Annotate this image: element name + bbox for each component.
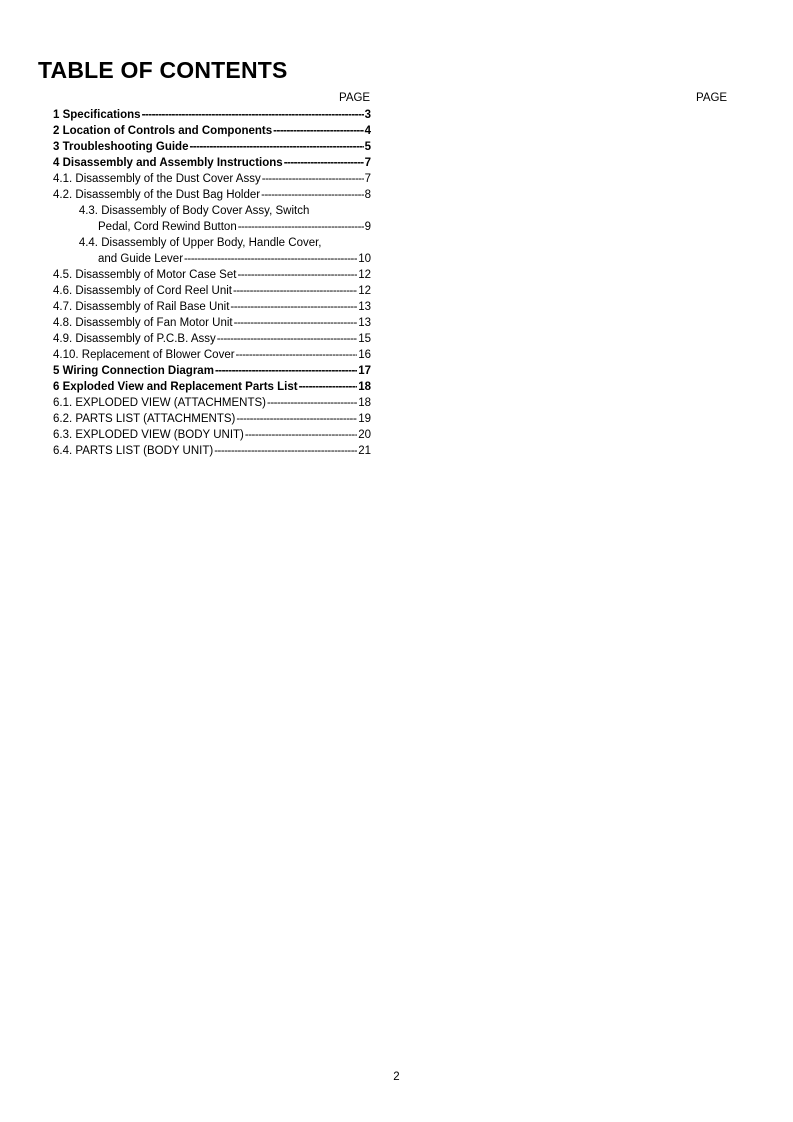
toc-entry-page: 7 [364,173,371,185]
toc-entry-page: 15 [358,333,371,345]
toc-entry[interactable] [53,123,371,139]
leader-dots [142,107,364,123]
toc-subentry[interactable] [53,283,371,299]
leader-dots [233,283,357,299]
toc-entry-number: 4.7. [53,301,73,313]
toc-entry-page: 18 [358,381,371,393]
toc-entry-label: Disassembly of the Dust Cover Assy [75,173,261,185]
toc-subentry[interactable] [53,267,371,283]
toc-entry-page: 10 [358,253,371,265]
toc-entry-label: Troubleshooting Guide [62,141,189,153]
toc-entry-label: Disassembly of Cord Reel Unit [75,285,232,297]
leader-dots [215,363,357,379]
leader-dots [261,187,363,203]
toc-entry-number: 3 [53,141,60,153]
toc-entry-number: 5 [53,365,60,377]
page-column-header-right: PAGE [696,92,728,104]
toc-entry-number: 4.8. [53,317,73,329]
toc-entry-page: 18 [358,397,371,409]
toc-entry-page: 16 [358,349,371,361]
toc-entry-label: Exploded View and Replacement Parts List [62,381,298,393]
toc-entry-label: Disassembly of Rail Base Unit [75,301,230,313]
toc-subentry[interactable] [53,347,371,363]
toc-subentry-line1[interactable] [53,235,371,251]
toc-entry-label: PARTS LIST (BODY UNIT) [75,445,214,457]
toc-subentry[interactable] [53,395,371,411]
toc-entry-page: 12 [358,285,371,297]
toc-subentry[interactable] [53,331,371,347]
table-of-contents [53,107,371,459]
toc-entry-number: 4.10. [53,349,79,361]
toc-entry-label: Disassembly of Motor Case Set [75,269,237,281]
leader-dots [284,155,364,171]
toc-entry[interactable] [53,139,371,155]
toc-entry-page: 4 [364,125,371,137]
toc-entry-number: 4.2. [53,189,73,201]
toc-entry-number: 2 [53,125,60,137]
toc-entry-number: 6.4. [53,445,73,457]
toc-entry-number: 4.1. [53,173,73,185]
toc-entry[interactable] [53,107,371,123]
toc-entry-page: 17 [358,365,371,377]
toc-entry-number: 4.5. [53,269,73,281]
toc-entry-number: 4.4. [78,237,98,249]
leader-dots [236,347,358,363]
toc-entry-number: 1 [53,109,60,121]
toc-entry-number: 6.1. [53,397,73,409]
toc-entry-page: 9 [364,221,371,233]
toc-entry-number: 6.3. [53,429,73,441]
leader-dots [217,331,357,347]
toc-entry-number: 4 [53,157,60,169]
toc-entry-page: 12 [358,269,371,281]
toc-entry[interactable] [53,363,371,379]
toc-entry-label: Disassembly of P.C.B. Assy [75,333,216,345]
toc-entry-label: Disassembly and Assembly Instructions [62,157,283,169]
toc-subentry[interactable] [53,411,371,427]
toc-entry-label: Disassembly of Upper Body, Handle Cover, [101,237,322,249]
toc-entry-label: PARTS LIST (ATTACHMENTS) [75,413,236,425]
toc-entry-number: 4.6. [53,285,73,297]
toc-entry-number: 6.2. [53,413,73,425]
leader-dots [230,299,357,315]
leader-dots [245,427,357,443]
toc-subentry[interactable] [53,427,371,443]
leader-dots [234,315,358,331]
page-column-header: PAGE [339,92,371,104]
toc-subentry[interactable] [53,299,371,315]
toc-entry[interactable] [53,155,371,171]
leader-dots [237,267,357,283]
toc-subentry[interactable] [53,443,371,459]
toc-subentry-line1[interactable] [53,203,371,219]
toc-subentry[interactable] [53,315,371,331]
toc-entry-label: Disassembly of Fan Motor Unit [75,317,233,329]
page-number: 2 [393,1071,400,1083]
toc-entry-label: Location of Controls and Components [62,125,273,137]
toc-entry-label: Replacement of Blower Cover [81,349,235,361]
leader-dots [236,411,357,427]
leader-dots [184,251,357,267]
toc-entry-label: EXPLODED VIEW (ATTACHMENTS) [75,397,267,409]
leader-dots [214,443,357,459]
toc-entry-page: 7 [364,157,371,169]
toc-entry-page: 5 [364,141,371,153]
toc-entry-page: 19 [358,413,371,425]
toc-entry-label: Specifications [62,109,141,121]
toc-entry-label: Disassembly of Body Cover Assy, Switch [101,205,310,217]
toc-entry-label: EXPLODED VIEW (BODY UNIT) [75,429,244,441]
toc-entry-label-continued: Pedal, Cord Rewind Button [98,221,237,233]
toc-entry[interactable] [53,379,371,395]
toc-entry-page: 8 [364,189,371,201]
leader-dots [299,379,358,395]
toc-entry-page: 20 [358,429,371,441]
page-title: TABLE OF CONTENTS [38,57,288,83]
toc-entry-label: Wiring Connection Diagram [62,365,214,377]
toc-entry-number: 4.3. [78,205,98,217]
toc-entry-page: 3 [364,109,371,121]
toc-entry-page: 13 [358,301,371,313]
toc-entry-page: 21 [358,445,371,457]
leader-dots [262,171,364,187]
leader-dots [238,219,364,235]
leader-dots [273,123,363,139]
toc-entry-page: 13 [358,317,371,329]
toc-entry-number: 6 [53,381,60,393]
toc-entry-label: Disassembly of the Dust Bag Holder [75,189,261,201]
toc-subentry-line2[interactable] [53,251,371,267]
leader-dots [189,139,363,155]
toc-subentry-line2[interactable] [53,219,371,235]
leader-dots [267,395,357,411]
toc-entry-number: 4.9. [53,333,73,345]
toc-entry-label-continued: and Guide Lever [98,253,184,265]
toc-subentry[interactable] [53,171,371,187]
toc-subentry[interactable] [53,187,371,203]
